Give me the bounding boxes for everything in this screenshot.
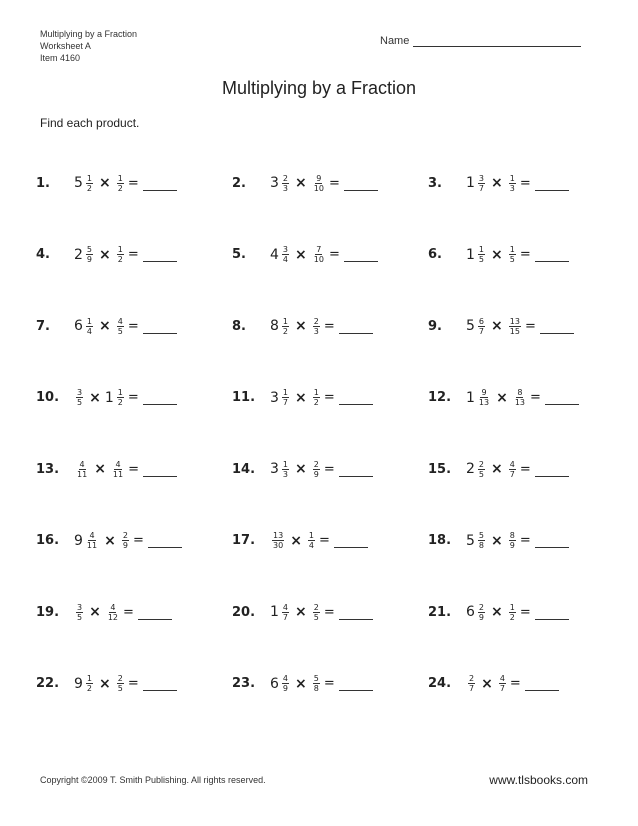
problem-item [232,235,378,275]
problem-item [232,163,378,203]
problem-number: 11. [232,390,256,405]
problem-number: 10. [36,390,60,405]
numerator: 3 [77,602,83,612]
answer-blank[interactable] [143,178,177,191]
numerator: 2 [478,602,485,612]
equals-sign: = [323,461,335,477]
fraction [117,674,124,693]
copyright: Copyright ©2009 T. Smith Publishing. All rights reserved. [40,775,266,785]
equals-sign: = [530,390,541,405]
denominator: 5 [77,398,83,407]
numerator: 1 [282,388,289,397]
answer-blank[interactable] [535,249,569,262]
equals-sign: = [323,390,335,405]
denominator: 10 [313,183,324,193]
problem-item [36,521,182,561]
problem-number: 14. [232,461,256,477]
denominator: 7 [478,326,485,336]
multiply-sign: × [295,461,307,477]
numerator: 1 [509,602,515,612]
name-line[interactable] [413,36,581,47]
fraction [478,460,485,479]
fraction [514,388,526,407]
fraction [282,674,289,693]
problem-number: 18. [428,533,452,548]
fraction [313,317,320,336]
numerator: 3 [478,173,485,183]
multiply-sign: × [89,604,101,620]
problem-item [36,664,177,704]
answer-blank[interactable] [143,321,177,334]
fraction [112,460,124,479]
denominator: 2 [117,398,123,407]
numerator: 6 [478,316,485,326]
answer-blank[interactable] [143,249,177,262]
whole-number: 4 [270,246,279,263]
problem-item [36,449,177,489]
whole-number: 9 [74,532,83,549]
answer-blank[interactable] [143,678,177,691]
multiply-sign: × [295,246,307,263]
problem-item [428,235,569,275]
denominator: 5 [509,255,515,264]
page-title: Multiplying by a Fraction [221,78,417,98]
multiply-sign: × [290,532,302,549]
fraction [478,317,485,336]
multiply-sign: × [295,604,307,620]
multiply-sign: × [99,175,111,191]
numerator: 7 [316,245,322,254]
denominator: 11 [86,541,98,550]
problem-item [36,306,177,346]
multiply-sign: × [491,175,503,191]
fraction [282,317,289,336]
whole-number: 8 [270,318,279,334]
fraction [313,603,320,622]
problem-number: 1. [36,175,50,191]
answer-blank[interactable] [535,607,569,620]
numerator: 4 [89,531,95,540]
fraction [117,174,124,193]
numerator: 2 [122,531,128,540]
numerator: 4 [79,459,85,469]
denominator: 7 [282,612,289,622]
fraction [478,603,485,622]
fraction [272,531,284,550]
problem-number: 5. [232,247,246,262]
denominator: 7 [478,183,485,193]
numerator: 4 [499,674,505,683]
equals-sign: = [127,247,139,262]
answer-blank[interactable] [339,321,373,334]
fraction [76,603,83,622]
denominator: 5 [313,612,319,622]
numerator: 1 [313,388,319,397]
multiply-sign: × [295,389,307,406]
problem-number: 7. [36,318,50,334]
denominator: 13 [514,398,526,407]
multiply-sign: × [491,461,503,477]
equals-sign: = [323,676,335,691]
denominator: 2 [117,183,123,193]
denominator: 9 [509,541,515,550]
denominator: 9 [313,469,319,479]
whole-number: 6 [466,604,475,620]
answer-blank[interactable] [344,178,378,191]
worksheet-meta [40,28,137,64]
numerator: 4 [115,459,121,469]
problem-number: 6. [428,247,442,262]
multiply-sign: × [99,246,111,263]
equals-sign: = [524,318,536,334]
multiply-sign: × [99,318,111,334]
fraction [468,674,475,693]
fraction [86,245,93,264]
whole-number: 2 [74,246,83,263]
answer-blank[interactable] [334,535,368,548]
problem-number: 23. [232,676,256,691]
answer-blank[interactable] [138,607,172,620]
equals-sign: = [323,604,335,620]
fraction [509,460,516,479]
fraction [122,531,129,550]
problem-item [232,306,373,346]
multiply-sign: × [104,532,116,549]
fraction [282,174,289,193]
fraction [478,531,485,550]
numerator: 9 [316,173,322,183]
denominator: 12 [107,612,119,622]
denominator: 11 [112,469,124,479]
denominator: 9 [478,612,485,622]
denominator: 2 [282,326,289,336]
fraction [86,674,93,693]
denominator: 2 [86,684,93,693]
numerator: 1 [117,388,123,397]
equals-sign: = [127,318,139,334]
denominator: 30 [273,541,284,550]
denominator: 3 [282,469,289,479]
answer-blank[interactable] [339,607,373,620]
fraction [282,245,289,264]
numerator: 13 [509,316,520,326]
numerator: 1 [478,245,485,254]
numerator: 4 [282,674,289,683]
problem-item [428,521,569,561]
answer-blank[interactable] [143,464,177,477]
problem-number: 12. [428,390,452,405]
meta-line-title: Multiplying by a Fraction [40,29,138,39]
problem-item [232,592,373,632]
fraction [509,245,516,264]
answer-blank[interactable] [535,178,569,191]
problem-item [36,235,177,275]
multiply-sign: × [481,675,493,692]
fraction [117,317,124,336]
problem-number: 8. [232,318,246,334]
numerator: 13 [273,531,284,540]
denominator: 9 [86,255,93,264]
denominator: 5 [478,469,485,479]
problem-number: 24. [428,676,452,691]
answer-blank[interactable] [339,392,373,405]
equals-sign: = [323,318,335,334]
answer-blank[interactable] [339,464,373,477]
problem-item [428,163,569,203]
problem-item [232,664,373,704]
answer-blank[interactable] [535,464,569,477]
numerator: 9 [481,388,487,397]
answer-blank[interactable] [525,678,559,691]
numerator: 8 [509,531,515,540]
fraction [509,531,516,550]
numerator: 2 [313,459,319,469]
denominator: 5 [77,612,83,622]
fraction [499,674,506,693]
equals-sign: = [319,533,330,548]
numerator: 1 [86,316,93,326]
name-field[interactable] [380,35,581,47]
problem-number: 20. [232,604,256,620]
denominator: 2 [509,612,515,622]
numerator: 1 [117,173,123,183]
whole-number: 1 [270,604,279,620]
answer-blank[interactable] [344,249,378,262]
whole-number: 1 [466,246,475,263]
whole-number: 2 [466,461,475,477]
meta-line-worksheet: Worksheet A [40,41,91,51]
whole-number: 5 [466,318,475,334]
whole-number: 3 [270,461,279,477]
equals-sign: = [123,604,134,620]
denominator: 9 [282,684,289,693]
equals-sign: = [328,175,340,191]
numerator: 1 [282,316,289,326]
equals-sign: = [519,247,531,262]
numerator: 5 [313,674,319,683]
problem-number: 4. [36,247,50,262]
fraction [509,603,516,622]
answer-blank[interactable] [540,321,574,334]
fraction [86,317,93,336]
numerator: 3 [77,388,83,397]
fraction [478,245,485,264]
fraction [282,603,289,622]
fraction [313,460,320,479]
numerator: 1 [509,173,515,183]
numerator: 4 [117,316,123,326]
numerator: 5 [478,531,485,540]
whole-number: 9 [74,675,83,692]
fraction [86,531,98,550]
equals-sign: = [519,461,531,477]
denominator: 5 [117,326,123,336]
denominator: 5 [478,255,485,264]
equals-sign: = [509,676,521,691]
answer-blank[interactable] [545,392,579,405]
fraction [478,388,490,407]
problem-item [428,306,574,346]
multiply-sign: × [491,246,503,263]
numerator: 1 [86,173,93,183]
numerator: 2 [117,674,123,683]
problem-number: 22. [36,676,60,691]
fraction [308,531,315,550]
whole-number: 1 [466,175,475,191]
fraction [76,388,83,407]
problem-item [36,163,177,203]
multiply-sign: × [295,675,307,692]
whole-number: 5 [466,532,475,549]
problem-item [232,449,373,489]
fraction [282,460,289,479]
answer-blank[interactable] [148,535,182,548]
numerator: 2 [469,674,475,683]
problem-item [36,378,177,418]
fraction [313,174,325,193]
problem-item [36,592,172,632]
name-label: Name [380,35,410,47]
numerator: 1 [509,245,515,254]
numerator: 4 [282,602,289,612]
denominator: 2 [117,255,123,264]
denominator: 7 [282,398,289,407]
equals-sign: = [127,390,139,405]
multiply-sign: × [496,389,508,406]
problem-item [428,592,569,632]
problem-item [232,521,368,561]
whole-number: 3 [270,175,279,191]
denominator: 7 [499,684,505,693]
fraction [313,388,320,407]
problem-number: 21. [428,604,452,620]
denominator: 10 [313,255,324,264]
problem-item [232,378,373,418]
denominator: 13 [478,398,490,407]
denominator: 11 [77,469,88,479]
problem-number: 3. [428,175,442,191]
fraction [478,174,485,193]
equals-sign: = [519,533,531,548]
equals-sign: = [328,247,340,262]
equals-sign: = [128,461,140,477]
multiply-sign: × [491,532,503,549]
numerator: 1 [308,531,315,540]
fraction [76,460,88,479]
equals-sign: = [127,175,139,191]
problem-number: 16. [36,533,60,548]
denominator: 9 [122,541,128,550]
answer-blank[interactable] [535,535,569,548]
equals-sign: = [132,533,144,548]
numerator: 4 [110,602,116,612]
multiply-sign: × [491,318,503,334]
problem-number: 13. [36,461,60,477]
multiply-sign: × [295,175,307,191]
numerator: 8 [517,388,523,397]
numerator: 2 [313,602,319,612]
denominator: 8 [478,541,485,550]
numerator: 5 [86,245,93,254]
problem-item [428,378,579,418]
fraction [107,603,119,622]
whole-number: 3 [270,389,279,406]
whole-number: 1 [104,389,114,406]
numerator: 1 [86,674,93,683]
equals-sign: = [519,175,531,191]
problem-item [428,664,559,704]
meta-line-item: Item 4160 [40,53,81,63]
denominator: 7 [469,684,475,693]
multiply-sign: × [99,675,111,692]
problem-number: 17. [232,533,256,548]
multiply-sign: × [491,604,503,620]
fraction [509,174,516,193]
numerator: 3 [282,245,289,254]
answer-blank[interactable] [339,678,373,691]
whole-number: 6 [270,675,279,692]
problem-item [428,449,569,489]
multiply-sign: × [94,461,106,477]
denominator: 3 [509,183,515,193]
numerator: 2 [282,173,289,183]
multiply-sign: × [295,318,307,334]
denominator: 4 [86,326,93,336]
equals-sign: = [519,604,531,620]
fraction [313,674,320,693]
whole-number: 5 [74,175,83,191]
problem-number: 9. [428,318,442,334]
denominator: 8 [313,684,319,693]
denominator: 5 [117,684,123,693]
numerator: 2 [313,316,319,326]
answer-blank[interactable] [143,392,177,405]
numerator: 4 [509,459,515,469]
fraction [86,174,93,193]
fraction [313,245,325,264]
denominator: 2 [86,183,93,193]
problem-number: 15. [428,461,452,477]
fraction [117,245,124,264]
numerator: 1 [282,459,289,469]
denominator: 7 [509,469,515,479]
denominator: 3 [282,183,289,193]
denominator: 2 [313,398,319,407]
problem-number: 2. [232,175,246,191]
fraction [117,388,124,407]
problem-number: 19. [36,604,60,620]
whole-number: 6 [74,318,83,334]
numerator: 2 [478,459,485,469]
denominator: 15 [509,326,520,336]
fraction [282,388,289,407]
denominator: 4 [308,541,315,550]
numerator: 1 [117,245,123,254]
multiply-sign: × [89,389,101,406]
instructions: Find each product. [40,116,140,130]
denominator: 4 [282,255,289,264]
equals-sign: = [127,676,139,691]
website-link[interactable]: www.tlsbooks.com [489,773,588,787]
fraction [509,317,521,336]
whole-number: 1 [466,389,475,406]
denominator: 3 [313,326,319,336]
